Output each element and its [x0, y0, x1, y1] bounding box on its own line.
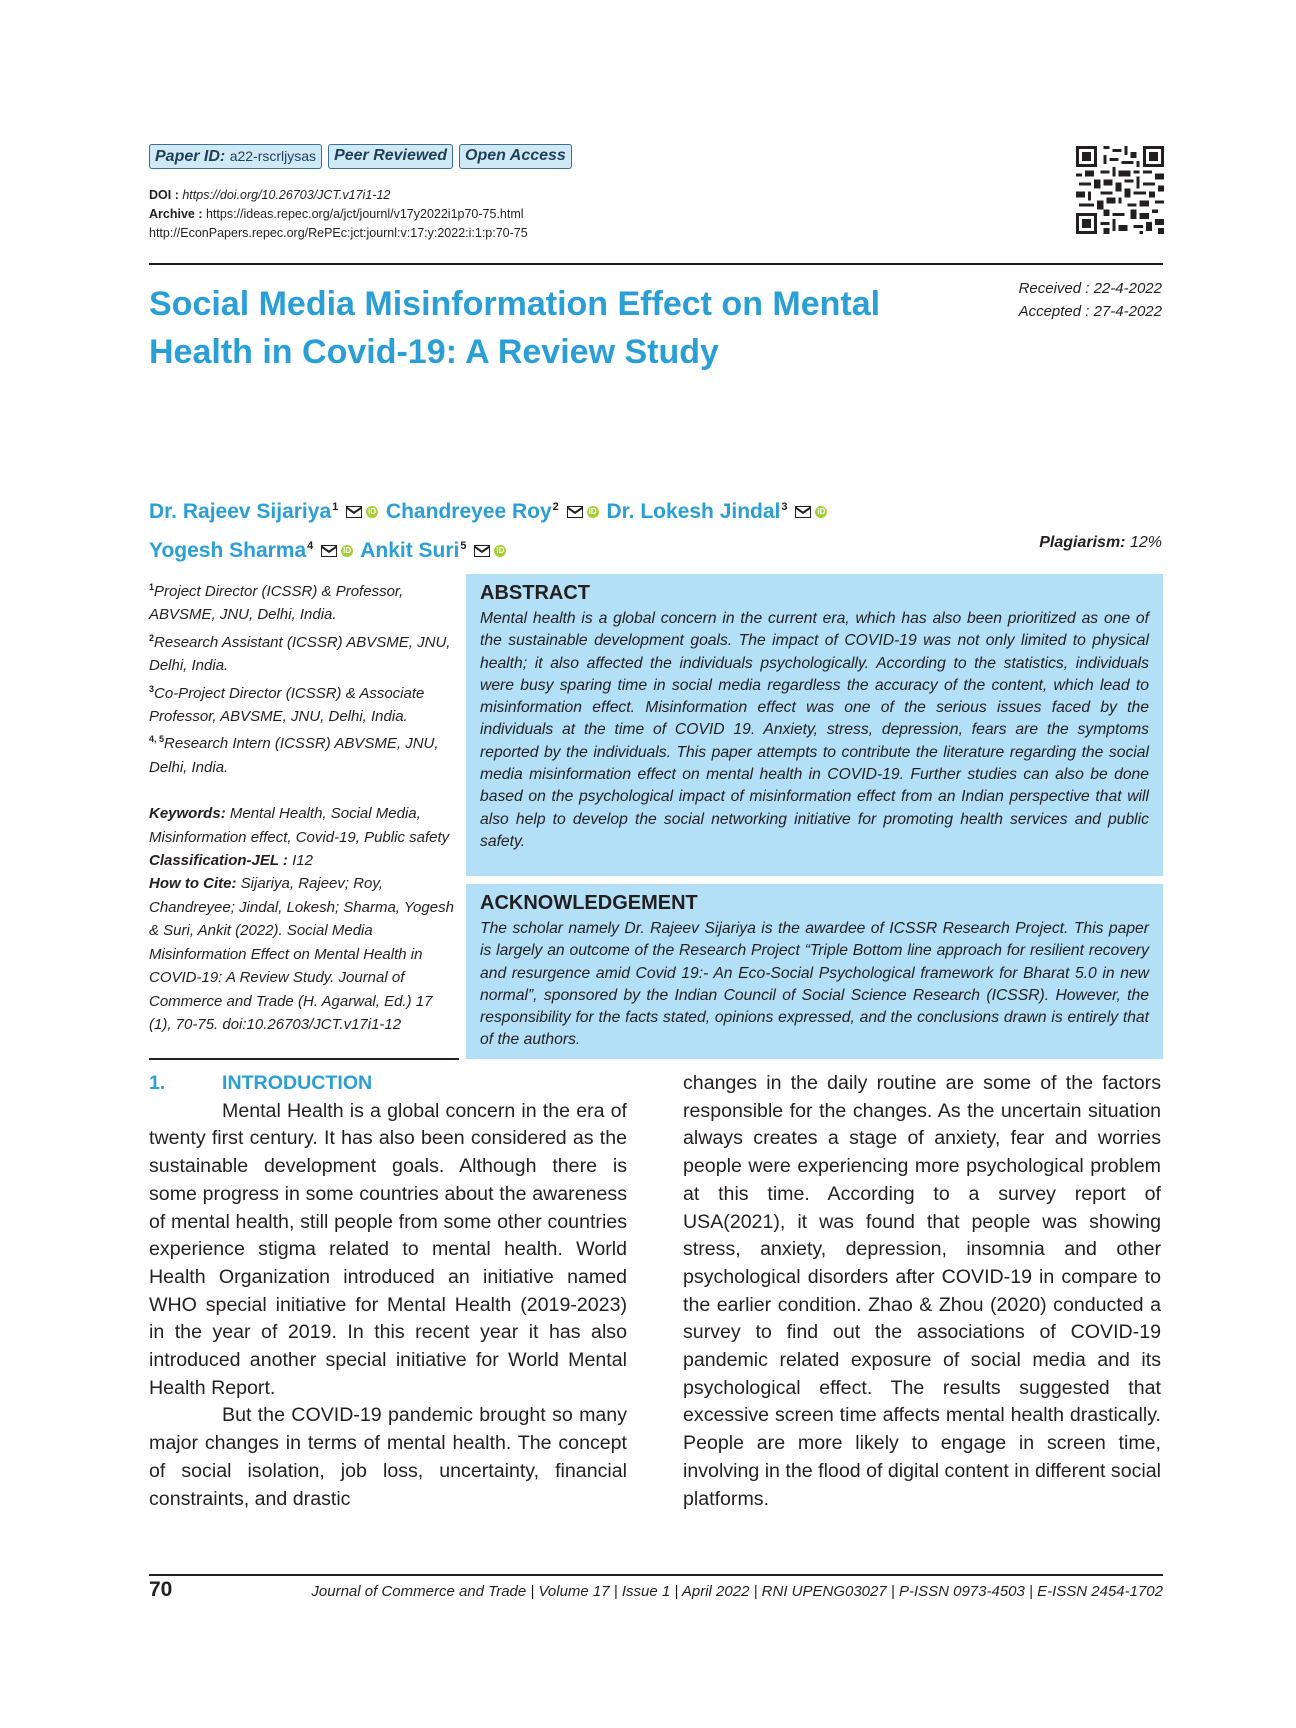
body-column-right [683, 1070, 1161, 1513]
author-sup: 3 [781, 501, 788, 513]
author-sup: 1 [332, 501, 339, 513]
abstract-heading: ABSTRACT [480, 582, 590, 604]
acknowledgement-box [466, 884, 1163, 1059]
affiliation [149, 728, 459, 779]
plagiarism-label: Plagiarism: [1039, 534, 1126, 551]
plagiarism-value: 12% [1129, 534, 1162, 551]
affiliation [149, 678, 459, 729]
author-line-1 [149, 490, 829, 529]
submission-dates [950, 277, 1162, 323]
author-name[interactable]: Ankit Suri [360, 539, 460, 562]
econpapers-link[interactable]: http://EconPapers.repec.org/RePEc:jct:journl:v:17:y:2022:i:1:p:70-75 [149, 226, 528, 240]
page-number: 70 [149, 1578, 173, 1601]
paper-id-badge [149, 144, 322, 169]
affiliation-text: Research Assistant (ICSSR) ABVSME, JNU, Delhi, India. [149, 633, 451, 675]
section-heading [149, 1070, 627, 1098]
received-date: Received : 22-4-2022 [1018, 280, 1162, 297]
author-name[interactable]: Yogesh Sharma [149, 539, 307, 562]
how-to-cite [149, 872, 459, 1036]
orcid-icon[interactable]: iD [496, 546, 505, 556]
qr-code-icon [1076, 146, 1164, 234]
affiliation [149, 576, 459, 627]
acknowledgement-heading: ACKNOWLEDGEMENT [480, 892, 698, 914]
journal-footer: Journal of Commerce and Trade | Volume 17 | Issue 1 | April 2022 | RNI UPENG03027 | P-ISSN 0973-4503 | E-ISSN 2454-1702 [311, 1583, 1163, 1600]
author-list [149, 490, 829, 568]
affiliation-text: Research Intern (ICSSR) ABVSME, JNU, Delhi, India. [149, 735, 439, 776]
email-icon[interactable] [321, 545, 337, 557]
doi-label: DOI : [149, 188, 179, 202]
paper-id-label: Paper ID: [155, 148, 226, 165]
sidebar-divider [149, 1058, 459, 1060]
header-divider [149, 263, 1163, 265]
author-name[interactable]: Dr. Lokesh Jindal [606, 500, 781, 523]
badge-row [149, 144, 572, 169]
archive-link[interactable]: https://ideas.repec.org/a/jct/journl/v17y2022i1p70-75.html [205, 207, 524, 221]
affiliation-sup: 2 [149, 632, 155, 643]
author-sup: 4 [307, 540, 314, 552]
orcid-icon[interactable]: iD [368, 507, 377, 517]
plagiarism-score [900, 534, 1162, 552]
jel-text: I12 [292, 852, 313, 870]
keywords-text: Mental Health, Social Media, Misinformation effect, Covid-19, Public safety [149, 805, 450, 846]
paper-title: Social Media Misinformation Effect on Mental Health in Covid-19: A Review Study [149, 285, 881, 371]
acknowledgement-text: The scholar namely Dr. Rajeev Sijariya is the awardee of ICSSR Research Project. This paper is largely an outcome of the Research Project “Triple Bottom line approach for resilient recovery and resurgence amid Covid 19:- An Eco-Social Psychological framework for Bharat 5.0 in new normal”, sponsored by the Indian Council of Social Science Research (ICSSR). However, the responsibility for the facts stated, opinions expressed, and the conclusions drawn is entirely that of the authors. [480, 920, 1149, 1049]
peer-reviewed-badge: Peer Reviewed [328, 144, 453, 169]
affiliation [149, 627, 459, 678]
footer-divider [149, 1574, 1163, 1576]
abstract-text: Mental health is a global concern in the current era, which has also been prioritized as one of the sustainable development goals. The impact of COVID-19 was not only limited to physical health; it also affected the individuals psychologically. According to the statistics, individuals were busy sparing time in social media regardless the accuracy of the content, which lead to misinformation effect. Misinformation effect was one of the serious issues faced by the individuals at the time of COVID 19. Anxiety, stress, depression, fears are the symptoms reported by the individuals. This paper attempts to contribute the literature regarding the social media misinformation effect on mental health in COVID-19. Further studies can also be done based on the psychological impact of misinformation effect from an Indian perspective that will also help to develop the social networking initiative for promoting health services and public safety. [480, 610, 1149, 850]
author-name[interactable]: Chandreyee Roy [385, 500, 552, 523]
spacer [149, 779, 459, 802]
author-name[interactable]: Dr. Rajeev Sijariya [149, 500, 332, 523]
author-sup: 2 [552, 501, 559, 513]
keywords [149, 802, 459, 849]
affiliation-sup: 3 [149, 683, 155, 694]
affiliation-sup: 4, 5 [149, 734, 165, 745]
doi-link[interactable]: https://doi.org/10.26703/JCT.v17i1-12 [182, 188, 391, 202]
email-icon[interactable] [567, 506, 583, 518]
jel-classification [149, 849, 459, 872]
cite-label: How to Cite: [149, 875, 237, 893]
email-icon[interactable] [346, 506, 362, 518]
email-icon[interactable] [474, 545, 490, 557]
orcid-icon[interactable]: iD [817, 507, 826, 517]
doi-line [149, 186, 528, 205]
keywords-label: Keywords: [149, 805, 226, 823]
abstract-box [466, 574, 1163, 876]
paper-id-value: a22-rscrljysas [229, 148, 317, 164]
section-number: 1. [149, 1072, 166, 1094]
body-paragraph: Mental Health is a global concern in the era of twenty first century. It has also been considered as the sustainable development goals. Although there is some progress in some countries about the awareness of mental health, still people from some other countries experience stigma related to mental health. World Health Organization introduced an initiative named WHO special initiative for Mental Health (2019-2023) in the year of 2019. In this recent year it has also introduced another special initiative for World Mental Health Report. [149, 1099, 627, 1399]
author-line-2 [149, 529, 829, 568]
affiliation-text: Co-Project Director (ICSSR) & Associate Professor, ABVSME, JNU, Delhi, India. [149, 684, 425, 726]
affiliation-sup: 1 [149, 582, 155, 592]
article-meta [149, 186, 528, 243]
section-title: INTRODUCTION [222, 1072, 373, 1094]
orcid-icon[interactable]: iD [588, 507, 597, 517]
orcid-icon[interactable]: iD [343, 546, 352, 556]
body-paragraph: But the COVID-19 pandemic brought so many major changes in terms of mental health. The concept of social isolation, job loss, uncertainty, financial constraints, and drastic [149, 1404, 627, 1510]
accepted-date: Accepted : 27-4-2022 [1018, 303, 1162, 320]
jel-label: Classification-JEL : [149, 852, 288, 870]
body-column-left [149, 1070, 627, 1513]
left-sidebar [149, 576, 459, 1036]
archive-line [149, 205, 528, 224]
affiliation-text: Project Director (ICSSR) & Professor, ABVSME, JNU, Delhi, India. [149, 583, 404, 624]
cite-text: Sijariya, Rajeev; Roy, Chandreyee; Jindal, Lokesh; Sharma, Yogesh & Suri, Ankit (2022). Social Media Misinformation Effect on Mental Health in COVID-19: A Review Study. Journal of Commerce and Trade (H. Agarwal, Ed.) 17 (1), 70-75. doi:10.26703/JCT.v17i1-12 [149, 875, 454, 1033]
email-icon[interactable] [795, 506, 811, 518]
open-access-badge: Open Access [459, 144, 572, 169]
archive-label: Archive : [149, 207, 203, 221]
body-paragraph: changes in the daily routine are some of the factors responsible for the changes. As the uncertain situation always creates a stage of anxiety, fear and worries people were experiencing more psychological problem at this time. According to a survey report of USA(2021), it was found that people was showing stress, anxiety, depression, insomnia and other psychological disorders after COVID-19 in compare to the earlier condition. Zhao & Zhou (2020) conducted a survey to find out the associations of COVID-19 pandemic related exposure of social media and its psychological effect. The results suggested that excessive screen time affects mental health drastically. People are more likely to engage in screen time, involving in the flood of digital content in different social platforms. [683, 1072, 1161, 1510]
author-sup: 5 [460, 540, 467, 552]
